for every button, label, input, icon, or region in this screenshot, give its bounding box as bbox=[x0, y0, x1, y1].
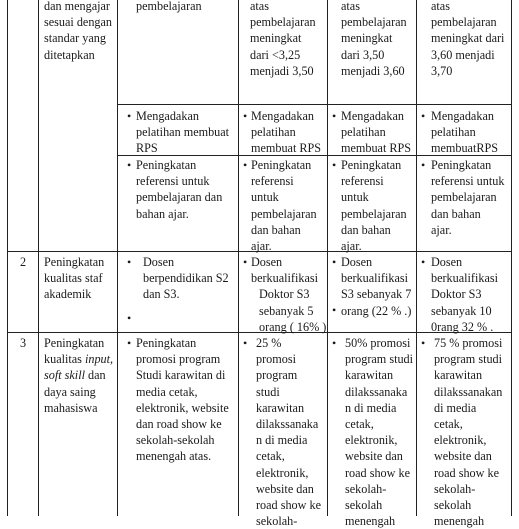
text-line: karawitan bbox=[345, 368, 394, 383]
text-line: Dosen bbox=[431, 255, 463, 269]
text-line: road show ke bbox=[256, 498, 321, 513]
text-line: untuk bbox=[251, 190, 279, 205]
text-line: sekolah bbox=[434, 498, 472, 513]
text-line: pelatihan bbox=[431, 125, 476, 140]
text-line: Mengadakan bbox=[136, 109, 199, 123]
bullet-icon: • bbox=[127, 109, 132, 123]
table-col-divider-2 bbox=[117, 0, 118, 516]
text-segment: kualitas bbox=[44, 352, 85, 367]
text-line: 25 % bbox=[256, 336, 282, 350]
text-line: road show ke bbox=[345, 465, 410, 480]
text-line: di media bbox=[434, 400, 477, 415]
text-line: Mengadakan bbox=[251, 109, 314, 123]
text-line: 3,70 bbox=[431, 63, 453, 78]
text-line: sekolah- bbox=[345, 481, 387, 496]
text-line: orang ( 16% ) bbox=[259, 319, 327, 334]
text-line: Peningkatan bbox=[44, 255, 105, 269]
text-line: website dan bbox=[434, 449, 492, 464]
row1-col5-top bbox=[341, 0, 407, 79]
row2-number: 2 bbox=[20, 255, 27, 269]
row3-indicator-text bbox=[44, 335, 116, 416]
text-line: 75 % promosi bbox=[434, 336, 503, 350]
text-line: atas bbox=[250, 0, 269, 13]
bullet-icon: • bbox=[332, 303, 337, 317]
text-line: pelatihan membuat bbox=[136, 125, 230, 140]
text-line: referensi bbox=[251, 174, 294, 189]
text-line: orang (22 % .) bbox=[341, 303, 412, 318]
text-line: n di media bbox=[256, 433, 308, 448]
row3-col5 bbox=[345, 335, 413, 529]
text-line: berkualifikasi bbox=[431, 271, 499, 286]
text-line: 0rang 32 % . bbox=[431, 319, 494, 334]
text-line: Peningkatan bbox=[136, 158, 197, 172]
text-line: dan S3. bbox=[143, 287, 180, 302]
row3-col6 bbox=[434, 335, 502, 529]
text-line: dan bahan bbox=[431, 206, 481, 221]
text-line: membuatRPS bbox=[431, 141, 499, 156]
text-line: Mengadakan bbox=[431, 109, 494, 123]
text-line: Peningkatan bbox=[44, 336, 105, 350]
text-line: Dosen bbox=[341, 255, 373, 269]
text-line: referensi untuk bbox=[136, 174, 210, 189]
text-segment-italic: input, bbox=[84, 352, 114, 367]
text-line bbox=[44, 367, 116, 383]
bullet-icon: • bbox=[127, 311, 132, 325]
text-line: atas bbox=[431, 0, 450, 13]
text-line: standar yang bbox=[44, 31, 106, 46]
text-line: pembelajaran bbox=[431, 15, 497, 30]
text-line: pembelajaran bbox=[431, 190, 497, 205]
text-line: studi bbox=[256, 384, 280, 399]
text-line: sesuai dengan bbox=[44, 15, 113, 30]
text-line: RPS bbox=[136, 141, 158, 156]
text-line: Dosen bbox=[143, 255, 175, 269]
row1-col4-mid bbox=[251, 108, 321, 157]
row1-col3-mid bbox=[136, 108, 229, 157]
text-segment-italic: soft skill bbox=[44, 368, 85, 383]
row1-col6-mid bbox=[431, 108, 498, 157]
row1-col3-bottom bbox=[136, 157, 222, 222]
row1-col5-mid bbox=[341, 108, 411, 157]
table-col-divider-3 bbox=[238, 0, 239, 516]
text-line: untuk bbox=[341, 190, 369, 205]
text-line: ajar. bbox=[251, 239, 272, 254]
bullet-icon: • bbox=[332, 336, 337, 350]
table-border-right bbox=[511, 0, 512, 516]
text-line: pelatihan bbox=[341, 125, 386, 140]
text-line: berkualifikasi bbox=[341, 271, 409, 286]
text-line: pembelajaran bbox=[250, 15, 316, 30]
bullet-icon: • bbox=[332, 255, 337, 269]
text-line: sebanyak 10 bbox=[431, 303, 492, 318]
text-line: dilakssanakan bbox=[434, 384, 503, 399]
text-line: Mengadakan bbox=[341, 109, 404, 123]
text-line: menengah atas. bbox=[136, 449, 212, 464]
table-col-divider-4 bbox=[327, 0, 328, 516]
text-line: menengah bbox=[345, 514, 396, 529]
text-line: website dan bbox=[345, 449, 403, 464]
table-row-divider-sub1 bbox=[117, 104, 512, 105]
row3-col3 bbox=[136, 335, 229, 465]
text-line: Doktor S3 bbox=[431, 287, 482, 302]
row2-indicator-text bbox=[44, 254, 116, 303]
text-line: sebanyak 5 bbox=[259, 303, 314, 318]
text-line: elektronik, bbox=[256, 465, 309, 480]
text-line: Peningkatan bbox=[136, 336, 197, 350]
text-line: dan mengajar bbox=[44, 0, 110, 13]
text-line bbox=[44, 351, 116, 367]
bullet-icon: • bbox=[421, 336, 426, 350]
bullet-icon: • bbox=[421, 158, 426, 172]
text-line: elektronik, bbox=[434, 433, 487, 448]
row2-col4 bbox=[251, 254, 326, 335]
bullet-icon: • bbox=[127, 255, 132, 269]
table-col-divider-1 bbox=[38, 0, 39, 516]
text-line: mahasiswa bbox=[44, 400, 98, 415]
text-line: menengah bbox=[434, 514, 485, 529]
text-line: akademik bbox=[44, 287, 92, 302]
text-line: pembelajaran bbox=[136, 0, 202, 13]
text-line: website dan bbox=[256, 481, 314, 496]
text-line: Doktor S3 bbox=[259, 287, 310, 302]
bullet-icon: • bbox=[243, 158, 248, 172]
text-line: Peningkatan bbox=[431, 158, 492, 172]
text-line: pelatihan bbox=[251, 125, 296, 140]
bullet-icon: • bbox=[243, 255, 248, 269]
text-line: promosi bbox=[256, 352, 296, 367]
text-line: atas bbox=[341, 0, 360, 13]
table-col-divider-5 bbox=[416, 0, 417, 516]
text-line: referensi untuk bbox=[431, 174, 505, 189]
text-line: cetak, bbox=[256, 449, 285, 464]
text-line: 3,60 menjadi bbox=[431, 47, 495, 62]
row2-col6 bbox=[431, 254, 498, 335]
text-line: dan road show ke bbox=[136, 417, 222, 432]
text-line: meningkat bbox=[341, 31, 393, 46]
text-line: ajar. bbox=[341, 239, 362, 254]
row2-col3 bbox=[143, 254, 229, 303]
text-line: berkualifikasi bbox=[251, 271, 319, 286]
text-line: Dosen bbox=[251, 255, 283, 269]
text-line: menjadi 3,60 bbox=[341, 63, 405, 78]
bullet-icon: • bbox=[332, 158, 337, 172]
row1-col4-top bbox=[250, 0, 316, 79]
row3-number: 3 bbox=[20, 336, 27, 350]
text-line: sekolah-sekolah bbox=[136, 433, 215, 448]
bullet-icon: • bbox=[243, 336, 248, 350]
text-line: cetak, bbox=[434, 417, 463, 432]
text-line: Studi karawitan di bbox=[136, 368, 226, 383]
text-line: ditetapkan bbox=[44, 47, 95, 62]
text-line: karawitan bbox=[434, 368, 483, 383]
text-line: 50% promosi bbox=[345, 336, 411, 350]
text-line: meningkat dari bbox=[431, 31, 505, 46]
text-line: ajar. bbox=[431, 222, 452, 237]
text-line: media cetak, bbox=[136, 384, 198, 399]
bullet-icon: • bbox=[243, 109, 248, 123]
text-line: menjadi 3,50 bbox=[250, 63, 314, 78]
text-line: daya saing bbox=[44, 384, 96, 399]
text-line: membuat RPS bbox=[341, 141, 412, 156]
row1-col3-top bbox=[136, 0, 202, 14]
text-line: pembelajaran dan bbox=[136, 190, 223, 205]
text-line: dilakssanaka bbox=[256, 417, 319, 432]
text-line: pembelajaran bbox=[341, 206, 407, 221]
text-line: S3 sebanyak 7 bbox=[341, 287, 412, 302]
text-line: cetak, bbox=[345, 417, 374, 432]
text-line: elektronik, website bbox=[136, 400, 229, 415]
text-line: sekolah- bbox=[434, 481, 476, 496]
text-line: membuat RPS bbox=[251, 141, 322, 156]
bullet-icon: • bbox=[421, 255, 426, 269]
row2-col5 bbox=[341, 254, 411, 319]
row1-col6-bottom bbox=[431, 157, 504, 238]
text-line: n di media bbox=[345, 400, 397, 415]
row3-col4 bbox=[256, 335, 321, 529]
text-line: bahan ajar. bbox=[136, 206, 189, 221]
text-line: pembelajaran bbox=[341, 15, 407, 30]
text-line: dari <3,25 bbox=[250, 47, 301, 62]
text-line: program bbox=[256, 368, 298, 383]
text-line: promosi program bbox=[136, 352, 221, 367]
text-line: dari 3,50 bbox=[341, 47, 385, 62]
bullet-icon: • bbox=[127, 158, 132, 172]
text-line: Peningkatan bbox=[341, 158, 402, 172]
text-line: meningkat bbox=[250, 31, 302, 46]
text-line: dan bahan bbox=[341, 222, 391, 237]
text-line: sekolah bbox=[345, 498, 383, 513]
text-line: kualitas staf bbox=[44, 271, 103, 286]
table-border-left bbox=[7, 0, 8, 516]
text-line: elektronik, bbox=[345, 433, 398, 448]
text-line: referensi bbox=[341, 174, 384, 189]
bullet-icon: • bbox=[127, 336, 132, 350]
text-segment: dan bbox=[84, 368, 106, 383]
row1-col6-top bbox=[431, 0, 504, 79]
text-line: sekolah- bbox=[256, 514, 298, 529]
bullet-icon: • bbox=[332, 109, 337, 123]
text-line: program studi bbox=[345, 352, 414, 367]
text-line: berpendidikan S2 bbox=[143, 271, 229, 286]
text-line: Peningkatan bbox=[251, 158, 312, 172]
text-line: pembelajaran bbox=[251, 206, 317, 221]
bullet-icon: • bbox=[421, 109, 426, 123]
row1-col4-bottom bbox=[251, 157, 317, 254]
text-line: karawitan bbox=[256, 400, 305, 415]
text-line: program studi bbox=[434, 352, 503, 367]
row1-indicator-text bbox=[44, 0, 116, 63]
text-line: dilakssanaka bbox=[345, 384, 408, 399]
text-line: road show ke bbox=[434, 465, 499, 480]
text-line: dan bahan bbox=[251, 222, 301, 237]
row1-col5-bottom bbox=[341, 157, 407, 254]
